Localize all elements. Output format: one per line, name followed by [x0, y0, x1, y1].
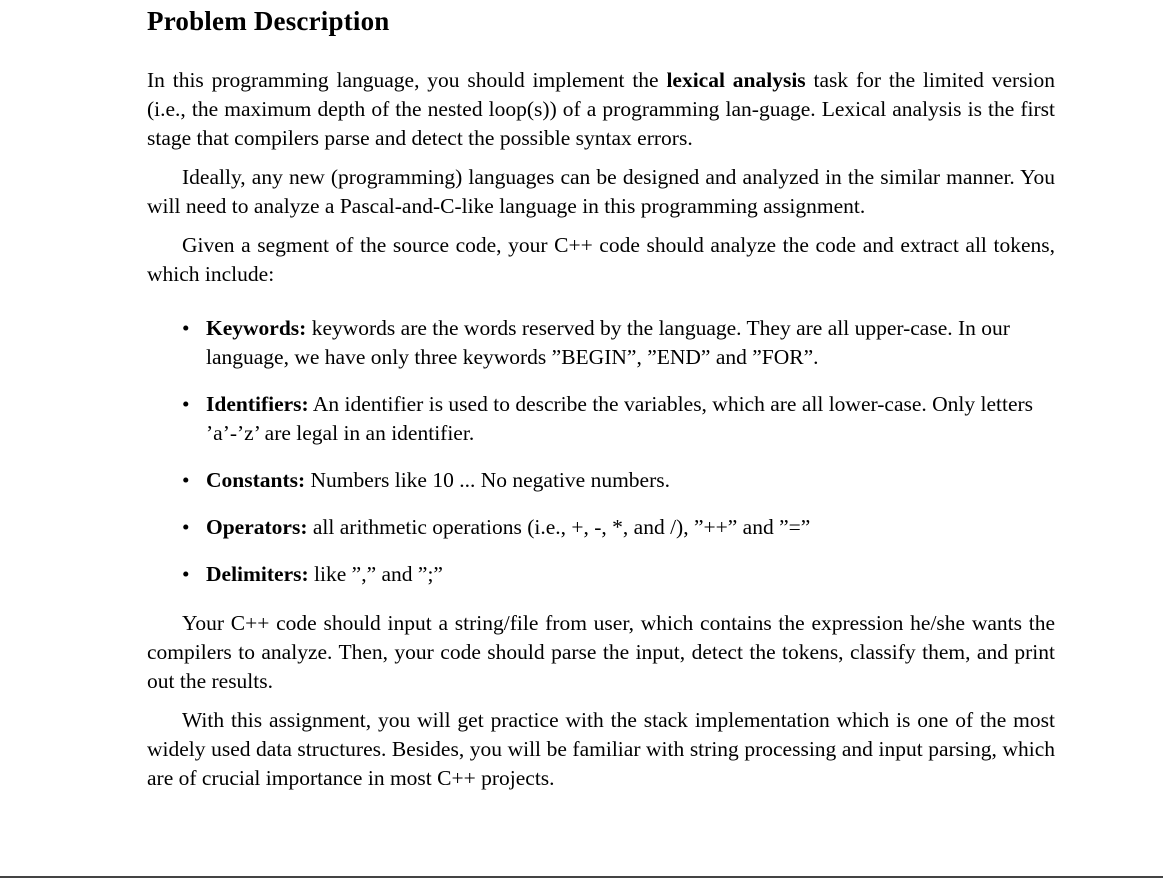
token-description: all arithmetic operations (i.e., +, -, *, and /), ”++” and ”=”	[307, 515, 811, 539]
list-item-operators	[182, 513, 1055, 542]
token-term: Operators:	[206, 515, 308, 539]
document-page	[147, 0, 1055, 793]
list-item-identifiers	[182, 390, 1055, 448]
token-term: Delimiters:	[206, 562, 309, 586]
intro-text-start: In this programming language, you should implement the	[147, 68, 667, 92]
list-item-delimiters	[182, 560, 1055, 589]
input-parsing-paragraph: Your C++ code should input a string/file from user, which contains the expression he/she wants the compilers to analyze. Then, your code should parse the input, detect the tokens, classify them, and print out the results.	[147, 611, 1055, 693]
intro-text-end: task for the limited version (i.e., the maximum depth of the nested loop(s)) of a programming lan-guage. Lexical analysis is the first stage that compilers parse and detect the possible syntax errors.	[147, 68, 1055, 150]
lexical-analysis-emphasis: lexical analysis	[666, 68, 806, 92]
token-term: Identifiers:	[206, 392, 309, 416]
bullet-icon: •	[182, 468, 190, 492]
intro-paragraph	[147, 66, 1055, 153]
ideally-paragraph: Ideally, any new (programming) languages can be designed and analyzed in the similar manner. You will need to analyze a Pascal-and-C-like language in this programming assignment.	[147, 165, 1055, 218]
token-term: Constants:	[206, 468, 306, 492]
bullet-icon: •	[182, 562, 190, 586]
list-item-keywords	[182, 314, 1055, 372]
page-bottom-divider	[0, 876, 1163, 878]
token-description: like ”,” and ”;”	[308, 562, 443, 586]
given-segment-paragraph: Given a segment of the source code, your C++ code should analyze the code and extract all tokens, which include:	[147, 233, 1055, 286]
bullet-icon: •	[182, 392, 190, 416]
token-description: Numbers like 10 ... No negative numbers.	[305, 468, 670, 492]
section-heading: Problem Description	[147, 6, 390, 36]
bullet-icon: •	[182, 515, 190, 539]
token-description: keywords are the words reserved by the language. They are all upper-case. In our language, we have only three keywords ”BEGIN”, ”END” and ”FOR”.	[206, 316, 1010, 369]
list-item-constants	[182, 466, 1055, 495]
practice-paragraph: With this assignment, you will get practice with the stack implementation which is one of the most widely used data structures. Besides, you will be familiar with string processing and input parsing, which are of crucial importance in most C++ projects.	[147, 708, 1055, 790]
token-term: Keywords:	[206, 316, 307, 340]
bullet-icon: •	[182, 316, 190, 340]
token-description: An identifier is used to describe the variables, which are all lower-case. Only letters ’a’-’z’ are legal in an identifier.	[206, 392, 1034, 445]
token-types-list	[147, 314, 1055, 589]
